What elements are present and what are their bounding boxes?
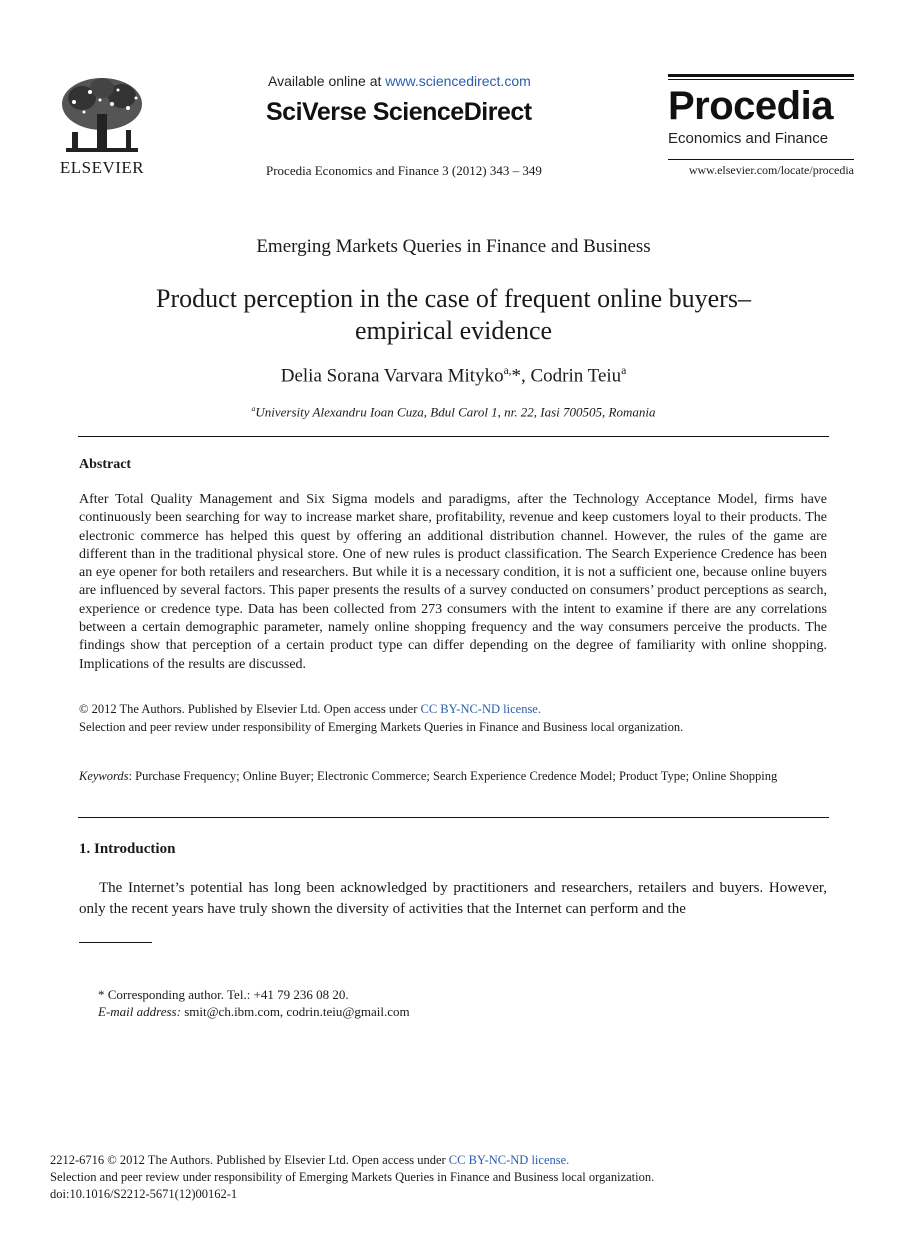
corresponding-author: * Corresponding author. Tel.: +41 79 236 08 20. [98, 987, 349, 1002]
publisher-name: ELSEVIER [59, 158, 145, 177]
footer-review: Selection and peer review under responsibility of Emerging Markets Queries in Finance and Business local organization. [50, 1170, 655, 1184]
affiliation-text: University Alexandru Ioan Cuza, Bdul Carol 1, nr. 22, Iasi 700505, Romania [255, 404, 656, 420]
elsevier-tree-icon [52, 74, 152, 158]
logo-rule-second [668, 79, 854, 80]
footnote [98, 986, 410, 1020]
footer-copyright [50, 1152, 654, 1169]
keywords-text: Purchase Frequency; Online Buyer; Electronic Commerce; Search Experience Credence Model; Product Type; Online Shopping [135, 769, 778, 783]
email-line [98, 1003, 410, 1020]
abstract-body: After Total Quality Management and Six Sigma models and paradigms, after the Technology Acceptance Model, firms have continuously been searching for way to increase market share, profitability, revenue and keep customers loyal to their products. The electronic commerce has helped this quest by offering an additional distribution channel. However, the rules of the game are different than in the traditional physical store. One of new rules is product classification. The Search Experience Credence has been an eye opener for both retailers and researchers. But while it is a necessary condition, it is not a sufficient one, because online buyers are influenced by several factors. This paper presents the results of a survey conducted on consumers’ product perceptions as search, experience or credence type. Data has been collected from 273 consumers with the intent to examine if there are any correlations between a certain demographic parameter, namely online shopping frequency and the way consumers perceive the products. The findings show that perception of a certain product type can differ depending on the degree of familiarity with online shopping. Implications of the results are discussed. [79, 492, 827, 672]
page-footer [50, 1152, 654, 1203]
available-online [268, 73, 531, 89]
author-list [0, 365, 907, 387]
keywords-label: Keywords [79, 769, 129, 783]
copyright-text: © 2012 The Authors. Published by Elsevier Ltd. Open access under [79, 702, 421, 716]
email-label: E-mail address: [98, 1004, 181, 1019]
footer-doi: doi:10.1016/S2212-5671(12)00162-1 [50, 1187, 238, 1201]
journal-url-link[interactable]: www.elsevier.com/locate/procedia [688, 163, 854, 177]
author-1-affil: a, [503, 365, 512, 377]
author-2: Codrin Teiu [530, 365, 622, 387]
abstract-heading: Abstract [79, 457, 132, 472]
author-separator: , [521, 365, 531, 387]
keywords [79, 768, 827, 786]
license-link[interactable]: CC BY-NC-ND license. [420, 702, 541, 716]
divider-top [78, 436, 829, 437]
journal-title: Procedia [668, 84, 833, 128]
author-1: Delia Sorana Varvara Mityko [280, 365, 504, 387]
footer-copyright-text: 2212-6716 © 2012 The Authors. Published by Elsevier Ltd. Open access under [50, 1153, 449, 1167]
sciencedirect-link[interactable]: www.sciencedirect.com [385, 73, 531, 89]
footnote-rule [79, 942, 152, 943]
affiliation-marker: a [251, 404, 256, 413]
divider-bottom [78, 817, 829, 818]
logo-rule-bottom [668, 159, 854, 160]
author-2-affil: a [621, 365, 627, 377]
logo-rule-top [668, 74, 854, 77]
introduction-body: The Internet’s potential has long been acknowledged by practitioners and researchers, retailers and buyers. However, only the recent years have truly shown the diversity of activities that the Internet can perform and the [79, 880, 827, 917]
journal-subtitle: Economics and Finance [668, 130, 829, 147]
journal-reference: Procedia Economics and Finance 3 (2012) 343 – 349 [266, 163, 542, 178]
journal-logo [668, 74, 854, 178]
affiliation [0, 404, 907, 420]
conference-name: Emerging Markets Queries in Finance and Business [256, 236, 651, 257]
review-line: Selection and peer review under responsibility of Emerging Markets Queries in Finance and Business local organization. [79, 720, 684, 734]
email-addresses: smit@ch.ibm.com, codrin.teiu@gmail.com [180, 1004, 410, 1019]
available-prefix: Available online at [268, 73, 386, 89]
platform-logo: SciVerse ScienceDirect [266, 98, 532, 126]
license-block [79, 700, 827, 736]
copyright-line [79, 700, 827, 718]
section-heading: 1. Introduction [79, 841, 176, 857]
title-line-1: Product perception in the case of frequent online buyers– [156, 284, 751, 313]
keywords-colon: : [128, 769, 136, 783]
paper-title [0, 283, 907, 347]
title-line-2: empirical evidence [354, 316, 553, 345]
footer-license-link[interactable]: CC BY-NC-ND license. [448, 1153, 570, 1167]
corresponding-mark: * [511, 365, 521, 387]
